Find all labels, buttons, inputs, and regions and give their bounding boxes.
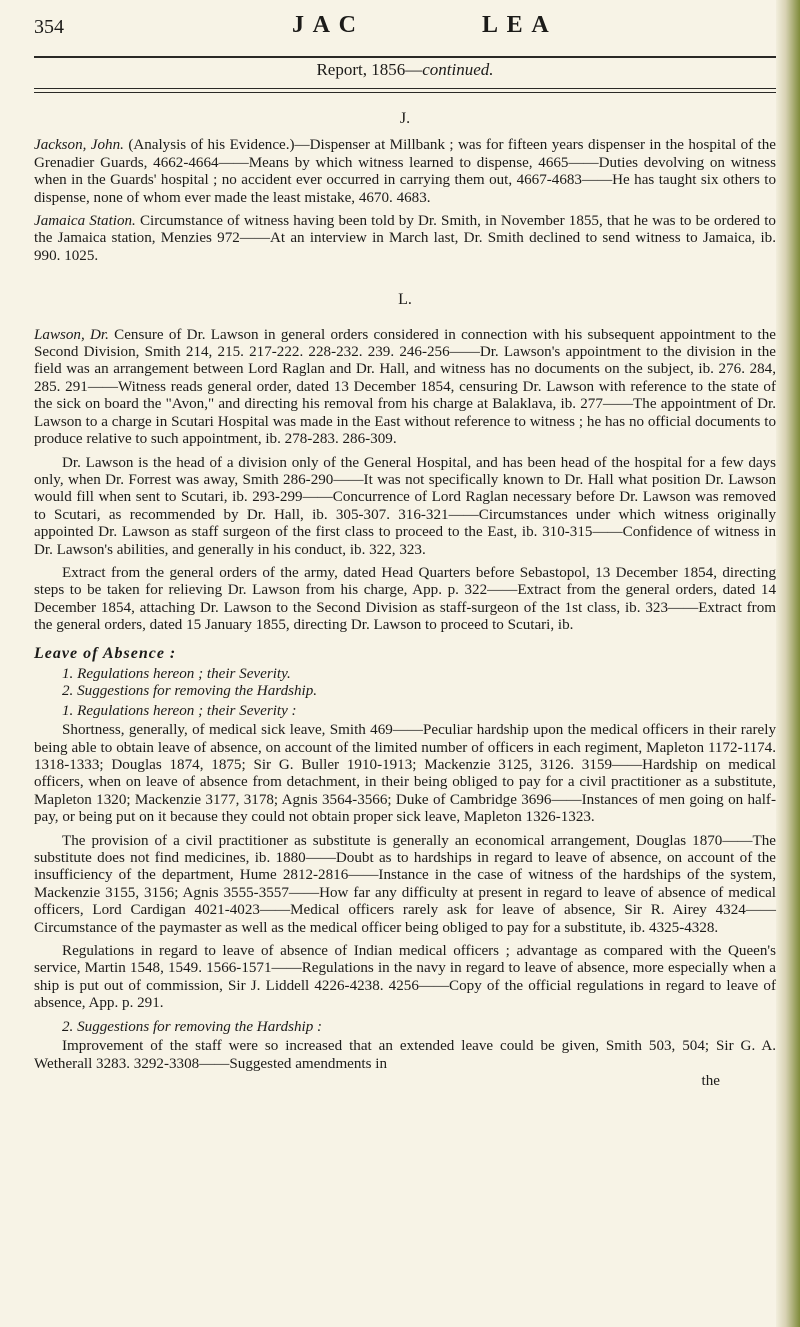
subtitle-rule-top — [34, 88, 776, 89]
section-letter-j: J. — [399, 110, 411, 127]
entry-jackson-name: Jackson, John. — [34, 137, 124, 154]
entry-lawson-para-2: Dr. Lawson is the head of a division only of the General Hospital, and has been head of the hospital for a few days only, when Dr. Forrest was away, Smith 286-290——It was not specifically known to Dr. Hall what position Dr. Lawson would fill when sent to Scutari, ib. 293-299——Concurrence of Lord Raglan necessary before Dr. Lawson was removed to Scutari, as recommended by Dr. Hall, ib. 305-307. 316-321——Circumstances under which witness originally appointed Dr. Lawson as staff surgeon of the first class to proceed to the East, ib. 310-315——Confidence of witness in Dr. Lawson's abilities, and generally in his conduct, ib. 322, 323. — [34, 454, 776, 558]
header-rule — [34, 56, 776, 58]
catchword: the — [701, 1072, 720, 1089]
entry-lawson-para-3: Extract from the general orders of the army, dated Head Quarters before Sebastopol, 13 December 1854, directing steps to be taken for relieving Dr. Lawson from his charge, App. p. 322——Extract from the general orders, dated 14 December 1854, attaching Dr. Lawson to the Second Division as staff-surgeon of the 1st class, ib. 323——Extract from the general orders, dated 15 January 1855, directing Dr. Lawson to proceed to Scutari, ib. — [34, 564, 776, 634]
entry-jamaica-name: Jamaica Station. — [34, 213, 136, 230]
report-subtitle — [34, 60, 776, 80]
leave-toc-item-1: 1. Regulations hereon ; their Severity. — [62, 665, 291, 682]
header-right-word: L E A — [482, 12, 551, 38]
entry-lawson-name: Lawson, Dr. — [34, 326, 109, 343]
entry-jackson — [34, 137, 776, 207]
leave-toc-item-2: 2. Suggestions for removing the Hardship. — [62, 683, 318, 700]
header-left-word: J A C — [292, 12, 359, 38]
page-edge-decoration — [776, 0, 800, 1327]
subtitle-rule-bottom — [34, 92, 776, 93]
leave-subsection-1-heading: 1. Regulations hereon ; their Severity : — [62, 702, 297, 719]
section-letter-l: L. — [398, 291, 412, 309]
leave-para-3: Regulations in regard to leave of absence of Indian medical officers ; advantage as compared with the Queen's service, Martin 1548, 1549. 1566-1571——Regulations in the navy in regard to leave of absence, more especially when a ship is put out of commission, Sir J. Liddell 4226-4238. 4256——Copy of the official regulations in regard to leave of absence, App. p. 291. — [34, 943, 776, 1012]
page-number: 354 — [34, 16, 64, 38]
entry-jamaica-text: Circumstance of witness having been told by Dr. Smith, in November 1855, that he was to be ordered to the Jamaica station, Menzies 972——At an interview in March last, Dr. Smith declined to send witness to Jamaica, ib. 990. 1025. — [34, 213, 776, 264]
leave-para-2: The provision of a civil practitioner as substitute is generally an economical arrangement, Douglas 1870——The substitute does not find medicines, ib. 1880——Doubt as to hardships in regard to leave of absence, on account of the insufficiency of the department, Hume 2812-2816——Instance in the case of witness of the hardships of the system, Mackenzie 3155, 3156; Agnis 3555-3557——How far any difficulty at present in regard to leave of absence of medical officers, Lord Cardigan 4021-4023——Medical officers rarely ask for leave of absence, Sir R. Airey 4324——Circumstance of the paymaster as well as the medical officer being obliged to pay for a substitute, ib. 4325-4328. — [34, 832, 776, 936]
leave-subsection-2-heading: 2. Suggestions for removing the Hardship : — [62, 1018, 323, 1035]
page — [34, 0, 776, 1327]
subtitle-prefix: Report, 1856— — [316, 60, 423, 79]
index-body — [34, 110, 776, 1090]
entry-jamaica — [34, 213, 776, 265]
leave-para-4: Improvement of the staff were so increased that an extended leave could be given, Smith 503, 504; Sir G. A. Wetherall 3283. 3292-3308——Suggested amendments in — [34, 1038, 776, 1072]
running-header — [34, 4, 776, 44]
subtitle-italic: continued. — [422, 60, 494, 79]
entry-jackson-text: (Analysis of his Evidence.)—Dispenser at Millbank ; was for fifteen years dispenser in the hospital of the Grenadier Guards, 4662-4664——Means by which witness learned to dispense, 4665——Duties devolving on witness when in the Guards' hospital ; no accident ever occurred in carrying them out, 4667-4683——He has taught six others to dispense, none of whom ever made the least mistake, 4670. 4683. — [34, 137, 776, 206]
entry-lawson-text-1: Censure of Dr. Lawson in general orders considered in connection with his subsequent appointment to the Second Division, Smith 214, 215. 217-222. 228-232. 239. 246-256——Dr. Lawson's appointment to the division in the field was an arrangement between Lord Raglan and Dr. Hall, and witness has no documents on the subject, ib. 276. 284, 285. 291——Witness reads general order, dated 13 December 1854, censuring Dr. Lawson with reference to the state of the sick on board the "Avon," and directing his removal from his charge at Balaklava, ib. 277——The appointment of Dr. Lawson to a charge in Scutari Hospital was made in the East without reference to witness ; he has no official documents to produce relative to such appointment, ib. 278-283. 286-309. — [34, 326, 776, 448]
leave-of-absence-heading: Leave of Absence : — [34, 644, 177, 662]
entry-lawson — [34, 327, 776, 449]
leave-para-1: Shortness, generally, of medical sick leave, Smith 469——Peculiar hardship upon the medical officers in their rarely being able to obtain leave of absence, on account of the limited number of officers in each regiment, Mapleton 1172-1174. 1318-1333; Douglas 1874, 1875; Sir G. Buller 1910-1913; Mackenzie 3125, 3126. 3159——Hardship on medical officers, when on leave of absence from detachment, in their being obliged to pay for a civil practitioner as a substitute, Mapleton 1320; Mackenzie 3177, 3178; Agnis 3564-3566; Duke of Cambridge 3696——Instances of men going on half-pay, or being put on it because they could not obtain proper sick leave, Mapleton 1326-1323. — [34, 722, 776, 826]
